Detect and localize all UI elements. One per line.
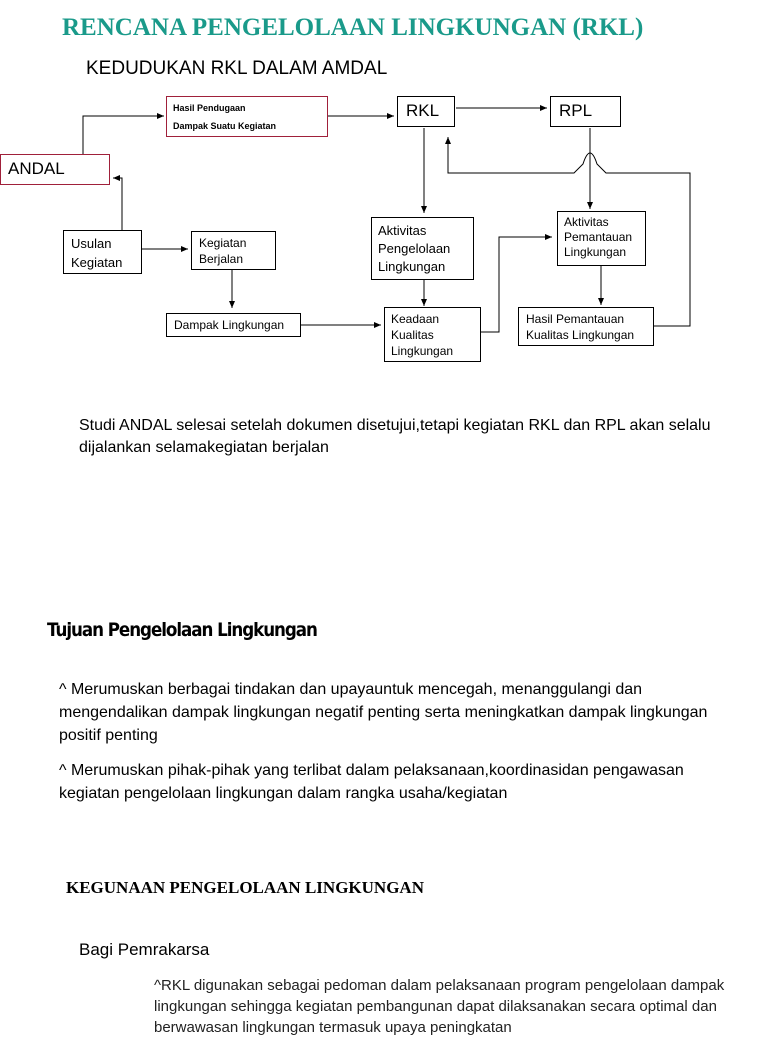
hasil-pemantauan-line2: Kualitas Lingkungan: [526, 328, 635, 342]
tujuan-heading: Tujuan Pengelolaan Lingkungan: [47, 619, 317, 641]
usulan-kegiatan-box: [63, 230, 142, 274]
aktivitas-pengelolaan-line2: Pengelolaan: [378, 241, 451, 256]
diagram-subtitle: KEDUDUKAN RKL DALAM AMDAL: [86, 58, 388, 79]
kegunaan-heading: KEGUNAAN PENGELOLAAN LINGKUNGAN: [66, 878, 424, 897]
hasil-pendugaan-line2: Dampak Suatu Kegiatan: [173, 121, 277, 131]
tujuan-point-1: ^ Merumuskan berbagai tindakan dan upayauntuk mencegah, menanggulangi dan mengendalikan dampak lingkungan negatif penting serta meningkatkan dampak lingkungan positif penting: [59, 681, 708, 744]
keadaan-line2: Kualitas: [391, 328, 434, 342]
usulan-line2: Kegiatan: [71, 255, 123, 270]
usulan-line1: Usulan: [71, 236, 112, 251]
kegiatan-line1: Kegiatan: [199, 236, 247, 250]
aktivitas-pengelolaan-box: [371, 217, 474, 280]
page-title: RENCANA PENGELOLAAN LINGKUNGAN (RKL): [62, 14, 644, 41]
kegiatan-berjalan-box: [191, 231, 276, 270]
rkl-usage-paragraph: ^RKL digunakan sebagai pedoman dalam pelaksanaan program pengelolaan dampak lingkungan sehingga kegiatan pembangunan dapat dilaksanakan secara optimal dan berwawasan lingkungan termasuk upaya peningkatan: [154, 977, 725, 1036]
rpl-label: RPL: [559, 101, 593, 120]
kegiatan-line2: Berjalan: [199, 252, 244, 266]
andal-label: ANDAL: [8, 159, 65, 178]
keadaan-line1: Keadaan: [391, 312, 440, 326]
aktivitas-pemantauan-line1: Aktivitas: [564, 215, 609, 229]
hasil-pendugaan-box: [166, 96, 328, 137]
aktivitas-pemantauan-box: [557, 211, 646, 266]
dampak-lingkungan-box: [166, 313, 301, 337]
hasil-pemantauan-line1: Hasil Pemantauan: [526, 312, 625, 326]
arrow-usulan-to-andal: [113, 178, 122, 230]
keadaan-kualitas-box: [384, 307, 481, 362]
andal-box: [0, 154, 110, 185]
aktivitas-pengelolaan-line1: Aktivitas: [378, 223, 427, 238]
hasil-pemantauan-box: [518, 307, 654, 346]
hasil-pendugaan-line1: Hasil Pendugaan: [173, 103, 246, 113]
andal-note: Studi ANDAL selesai setelah dokumen disetujui,tetapi kegiatan RKL dan RPL akan selalu dijalankan selamakegiatan berjalan: [79, 417, 711, 456]
dampak-label: Dampak Lingkungan: [174, 318, 285, 332]
arrow-andal-to-hasil: [83, 116, 164, 155]
aktivitas-pemantauan-line3: Lingkungan: [564, 245, 627, 259]
rpl-box: [550, 96, 621, 127]
keadaan-line3: Lingkungan: [391, 344, 454, 358]
tujuan-point-2: ^ Merumuskan pihak-pihak yang terlibat dalam pelaksanaan,koordinasidan pengawasan kegiatan pengelolaan lingkungan dalam rangka usaha/kegiatan: [59, 762, 684, 802]
rkl-box: [397, 96, 455, 127]
aktivitas-pemantauan-line2: Pemantauan: [564, 230, 633, 244]
aktivitas-pengelolaan-line3: Lingkungan: [378, 259, 446, 274]
rkl-label: RKL: [406, 101, 440, 120]
bagi-pemrakarsa-heading: Bagi Pemrakarsa: [79, 940, 210, 959]
